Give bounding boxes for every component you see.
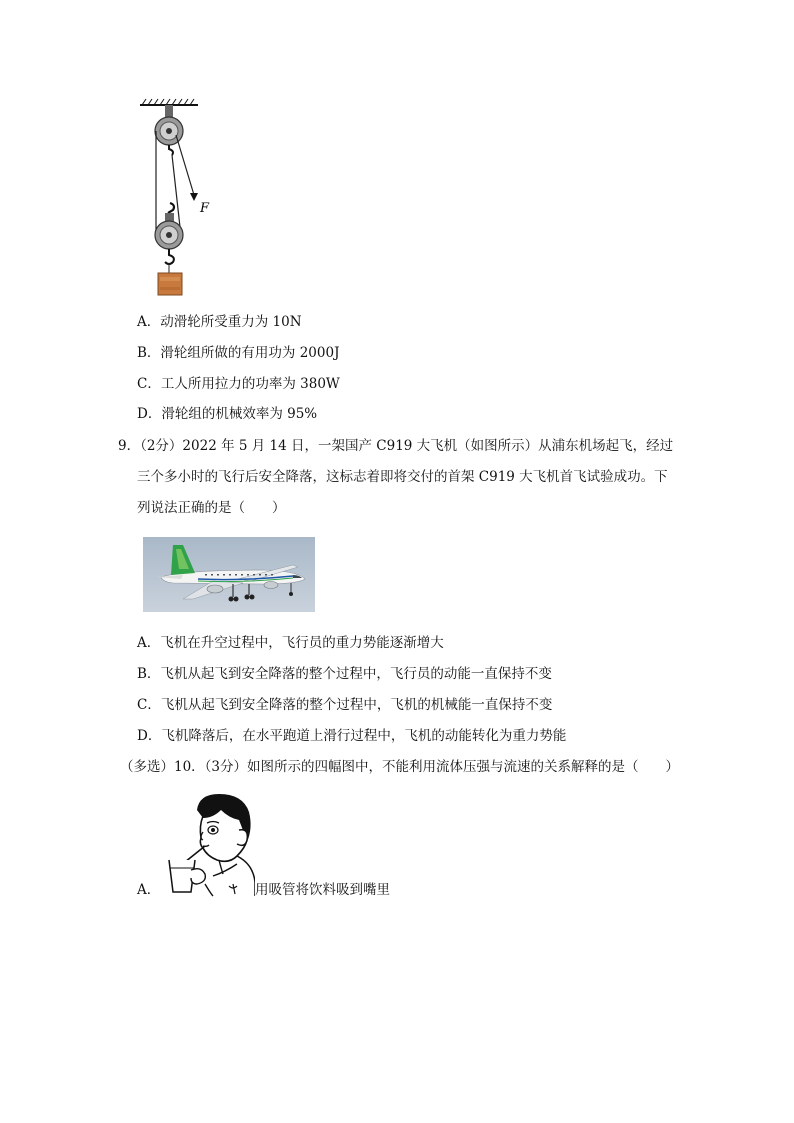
option-text: 滑轮组的机械效率为 95% [161,406,318,422]
q9-option-c[interactable] [137,696,552,714]
option-text: 飞机从起飞到安全降落的整个过程中，飞行员的动能一直保持不变 [160,666,552,682]
option-text: 飞机在升空过程中，飞行员的重力势能逐渐增大 [160,635,444,651]
q9-stem-line-1: 9．（2分）2022 年 5 月 14 日，一架国产 C919 大飞机（如图所示）从浦东机场起飞，经过 [118,438,674,454]
q8-option-d[interactable] [137,405,317,423]
c919-airplane-photo [143,537,315,612]
q9-stem-line-2: 三个多小时的飞行后安全降落，这标志着即将交付的首架 C919 大飞机首飞试验成功。下 [137,469,668,485]
q8-option-b[interactable] [137,344,339,362]
option-letter: C． [137,697,161,713]
option-letter: D． [137,406,162,422]
q8-option-c[interactable] [137,375,340,393]
option-letter: C． [137,376,161,392]
q9-option-a[interactable] [137,634,444,652]
option-letter: B． [137,666,161,682]
q10-option-a-letter[interactable]: A． [137,882,161,898]
q9-stem-line-3: 列说法正确的是（ ） [137,500,286,516]
pulley-system-figure [130,95,240,305]
boy-drinking-with-straw-figure [163,790,255,898]
option-text: 工人所用拉力的功率为 380W [160,376,340,392]
option-letter: B． [137,345,161,361]
q9-option-b[interactable] [137,665,552,683]
option-letter: D． [137,728,162,744]
option-text: 滑轮组所做的有用功为 2000J [160,345,340,361]
q8-option-a[interactable] [137,313,302,331]
q10-option-a-text: 用吸管将饮料吸到嘴里 [255,882,390,898]
force-label: F [200,201,210,216]
q10-stem: （多选）10．（3分）如图所示的四幅图中，不能利用流体压强与流速的关系解释的是（ ） [120,759,680,775]
option-text: 动滑轮所受重力为 10N [160,314,302,330]
q9-option-d[interactable] [137,727,566,745]
option-text: 飞机降落后，在水平跑道上滑行过程中，飞机的动能转化为重力势能 [161,728,567,744]
option-text: 飞机从起飞到安全降落的整个过程中，飞机的机械能一直保持不变 [160,697,553,713]
option-letter: A． [137,635,161,651]
option-letter: A． [137,314,161,330]
